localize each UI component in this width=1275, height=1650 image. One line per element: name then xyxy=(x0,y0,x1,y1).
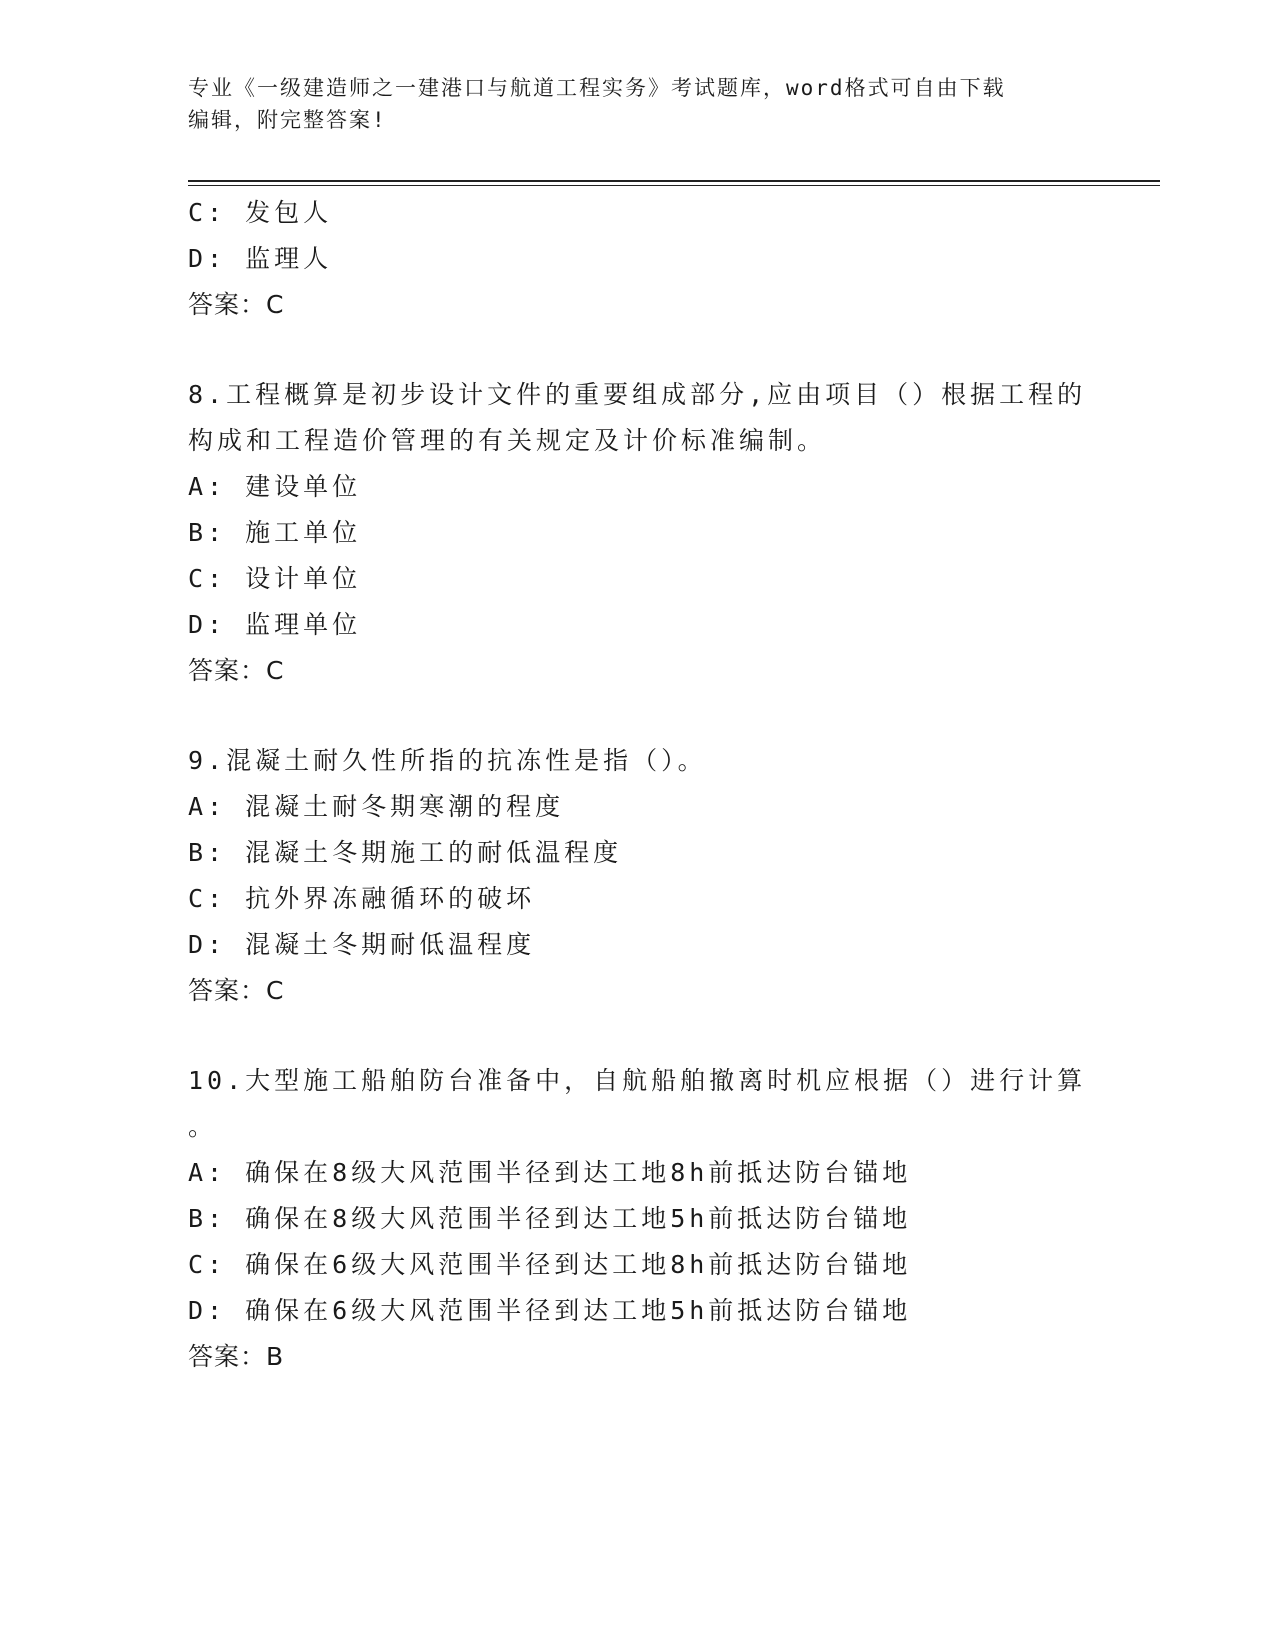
option-b: B: 混凝土冬期施工的耐低温程度 xyxy=(188,838,623,867)
option-c: C: 抗外界冻融循环的破坏 xyxy=(188,884,536,913)
question-text: 。 xyxy=(188,1112,218,1141)
answer: 答案：C xyxy=(188,290,285,319)
option-b: B: 施工单位 xyxy=(188,518,362,547)
question-text: 8.工程概算是初步设计文件的重要组成部分,应由项目（）根据工程的 xyxy=(188,380,1087,409)
option-d: D: 确保在6级大风范围半径到达工地5h前抵达防台锚地 xyxy=(188,1296,912,1325)
option-d: D: 监理人 xyxy=(188,244,333,273)
header-divider xyxy=(188,180,1160,182)
question-text: 10.大型施工船舶防台准备中，自航船舶撤离时机应根据（）进行计算 xyxy=(188,1066,1087,1095)
document-header xyxy=(188,72,1088,136)
answer: 答案：C xyxy=(188,976,285,1005)
question-block xyxy=(188,738,1088,1014)
option-a: A: 混凝土耐冬期寒潮的程度 xyxy=(188,792,565,821)
option-a: A: 确保在8级大风范围半径到达工地8h前抵达防台锚地 xyxy=(188,1158,912,1187)
option-a: A: 建设单位 xyxy=(188,472,362,501)
header-line-1: 专业《一级建造师之一建港口与航道工程实务》考试题库，word格式可自由下载 xyxy=(188,76,1006,100)
question-block xyxy=(188,372,1088,694)
answer: 答案：C xyxy=(188,656,285,685)
option-d: D: 混凝土冬期耐低温程度 xyxy=(188,930,536,959)
question-list xyxy=(188,190,1088,1380)
question-block xyxy=(188,1058,1088,1380)
option-d: D: 监理单位 xyxy=(188,610,362,639)
header-divider-thin xyxy=(188,185,1160,186)
option-c: C: 设计单位 xyxy=(188,564,362,593)
question-block xyxy=(188,190,1088,328)
answer: 答案：B xyxy=(188,1342,285,1371)
question-text: 9.混凝土耐久性所指的抗冻性是指（）。 xyxy=(188,746,707,775)
question-text: 构成和工程造价管理的有关规定及计价标准编制。 xyxy=(188,426,827,455)
option-c: C: 发包人 xyxy=(188,198,333,227)
option-c: C: 确保在6级大风范围半径到达工地8h前抵达防台锚地 xyxy=(188,1250,912,1279)
option-b: B: 确保在8级大风范围半径到达工地5h前抵达防台锚地 xyxy=(188,1204,912,1233)
header-line-2: 编辑，附完整答案! xyxy=(188,108,387,132)
